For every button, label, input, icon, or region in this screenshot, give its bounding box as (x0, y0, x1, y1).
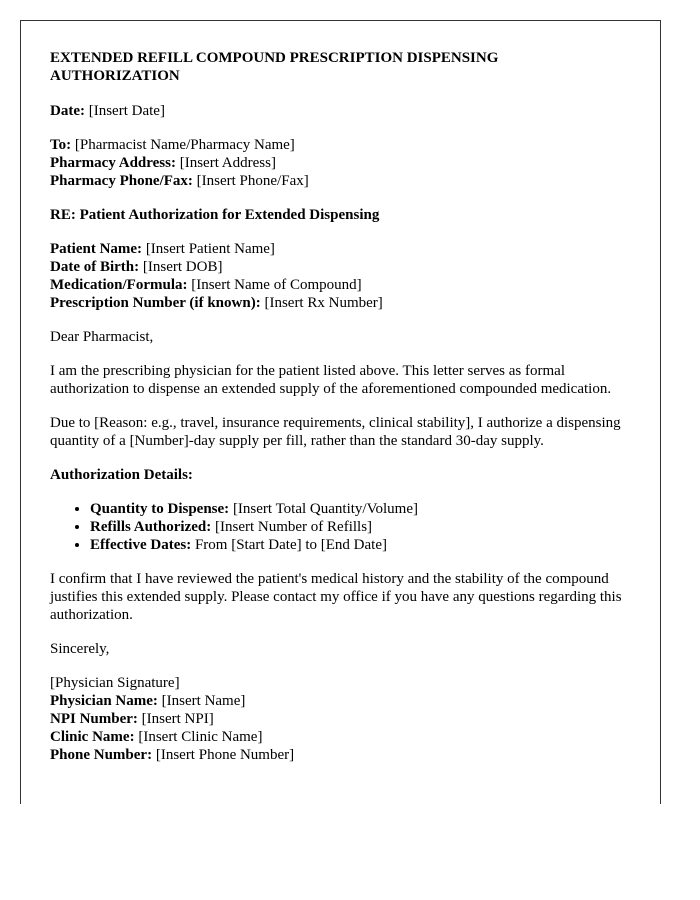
field-value: [Insert Name] (161, 693, 246, 709)
field-label: Pharmacy Phone/Fax: (50, 173, 193, 189)
subject-line (50, 206, 631, 224)
signature-block (50, 674, 631, 764)
field-value: [Insert Total Quantity/Volume] (232, 501, 418, 517)
details-heading (50, 466, 631, 484)
field-label: Physician Name: (50, 693, 158, 709)
recipient-block (50, 136, 631, 190)
field-value: [Insert Rx Number] (264, 295, 383, 311)
field-value: [Insert Phone/Fax] (196, 173, 309, 189)
field-value: [Insert Name of Compound] (191, 277, 362, 293)
salutation: Dear Pharmacist, (50, 329, 154, 345)
document-title: EXTENDED REFILL COMPOUND PRESCRIPTION DISPENSING AUTHORIZATION (50, 50, 499, 84)
list-item (90, 536, 631, 554)
signature-placeholder: [Physician Signature] (50, 675, 180, 691)
field-value: [Insert Phone Number] (155, 747, 295, 763)
field-value: [Insert Date] (88, 103, 165, 119)
patient-block (50, 240, 631, 312)
field-label: Date of Birth: (50, 259, 140, 275)
field-label: Prescription Number (if known): (50, 295, 261, 311)
field-label: Clinic Name: (50, 729, 135, 745)
heading-text: Authorization Details: (50, 467, 193, 483)
body-paragraph: Due to [Reason: e.g., travel, insurance requirements, clinical stability], I authorize a dispensing quantity of a [Number]-day supply per fill, rather than the standard 30-day supply. (50, 415, 621, 449)
field-label: Effective Dates: (90, 537, 192, 553)
field-label: To: (50, 137, 72, 153)
field-label: Refills Authorized: (90, 519, 212, 535)
body-paragraph: I am the prescribing physician for the patient listed above. This letter serves as formal authorization to dispense an extended supply of the aforementioned compounded medication. (50, 363, 612, 397)
field-value: [Pharmacist Name/Pharmacy Name] (74, 137, 295, 153)
document-page (20, 20, 661, 804)
date-line (50, 102, 631, 120)
closing: Sincerely, (50, 641, 110, 657)
field-label: Quantity to Dispense: (90, 501, 230, 517)
field-value: [Insert Number of Refills] (215, 519, 373, 535)
list-item (90, 500, 631, 518)
field-label: NPI Number: (50, 711, 138, 727)
details-list (50, 500, 631, 554)
list-item (90, 518, 631, 536)
field-label: Medication/Formula: (50, 277, 188, 293)
field-value: [Insert Clinic Name] (138, 729, 263, 745)
confirmation-paragraph: I confirm that I have reviewed the patient's medical history and the stability of the compound justifies this extended supply. Please contact my office if you have any questions regarding this authorization. (50, 571, 622, 623)
subject-text: RE: Patient Authorization for Extended Dispensing (50, 207, 380, 223)
field-label: Pharmacy Address: (50, 155, 176, 171)
field-label: Phone Number: (50, 747, 153, 763)
field-label: Date: (50, 103, 85, 119)
field-value: [Insert Patient Name] (145, 241, 275, 257)
field-value: [Insert Address] (179, 155, 276, 171)
field-value: [Insert NPI] (141, 711, 214, 727)
field-value: From [Start Date] to [End Date] (194, 537, 387, 553)
field-value: [Insert DOB] (142, 259, 223, 275)
field-label: Patient Name: (50, 241, 143, 257)
